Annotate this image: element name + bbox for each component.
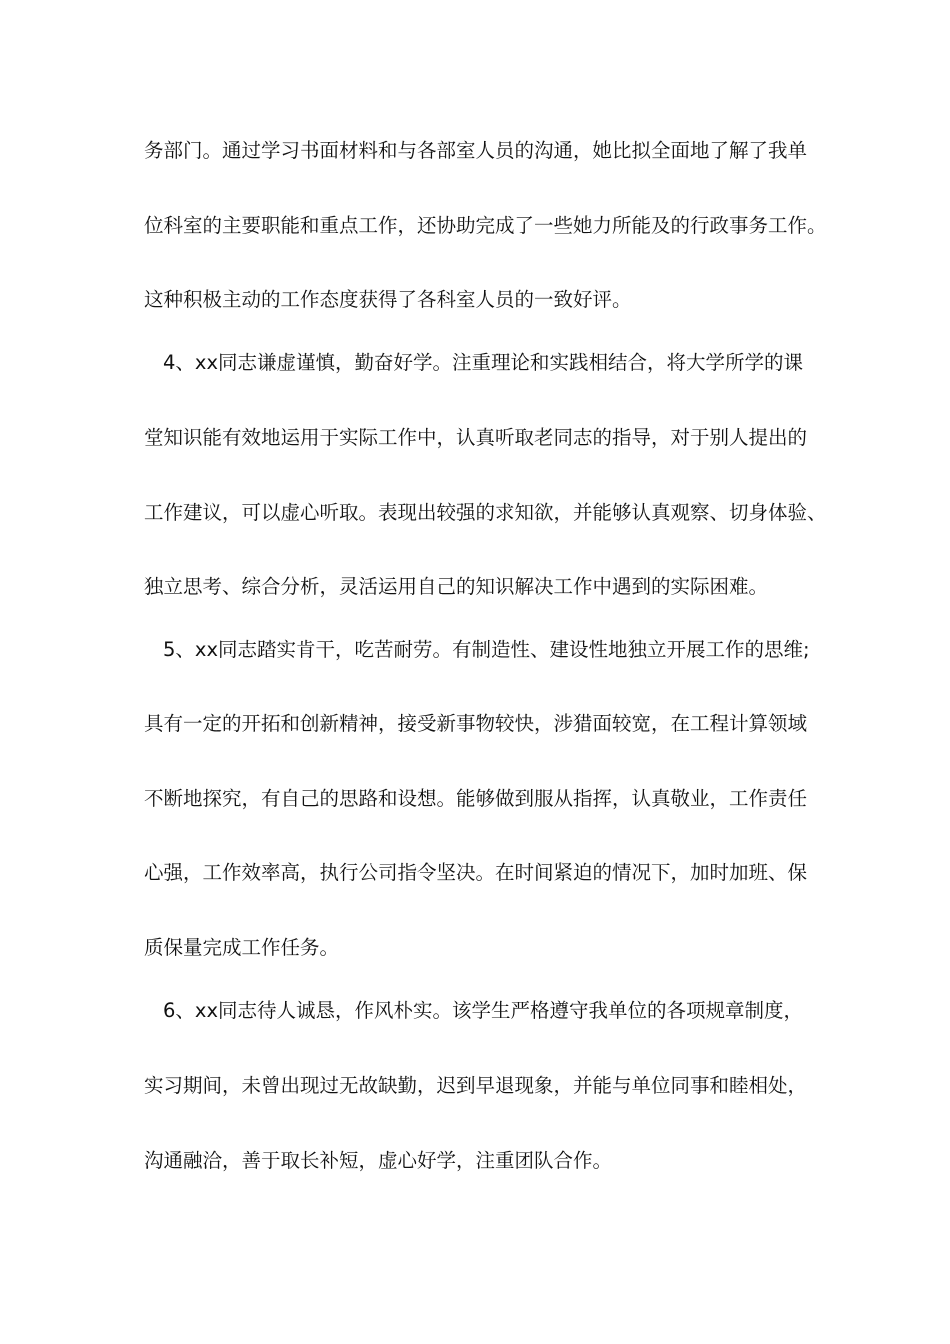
text-line: 位科室的主要职能和重点工作，还协助完成了一些她力所能及的行政事务工作。 xyxy=(144,214,827,237)
paragraph-5-start: 5、xx同志踏实肯干，吃苦耐劳。有制造性、建设性地独立开展工作的思维; xyxy=(163,638,810,661)
text-line: 质保量完成工作任务。 xyxy=(144,936,340,959)
text-line: 务部门。通过学习书面材料和与各部室人员的沟通，她比拟全面地了解了我单 xyxy=(144,139,808,162)
text-line: 不断地探究，有自己的思路和设想。能够做到服从指挥，认真敬业，工作责任 xyxy=(144,787,808,810)
text-line: 沟通融洽，善于取长补短，虚心好学，注重团队合作。 xyxy=(144,1149,613,1172)
text-line: 心强，工作效率高，执行公司指令坚决。在时间紧迫的情况下，加时加班、保 xyxy=(144,861,808,884)
paragraph-6-start: 6、xx同志待人诚恳，作风朴实。该学生严格遵守我单位的各项规章制度， xyxy=(163,999,803,1022)
text-line: 这种积极主动的工作态度获得了各科室人员的一致好评。 xyxy=(144,288,632,311)
text-line: 具有一定的开拓和创新精神，接受新事物较快，涉猎面较宽，在工程计算领域 xyxy=(144,712,808,735)
text-line: 堂知识能有效地运用于实际工作中，认真听取老同志的指导，对于别人提出的 xyxy=(144,426,808,449)
text-line: 实习期间，未曾出现过无故缺勤，迟到早退现象，并能与单位同事和睦相处， xyxy=(144,1074,808,1097)
text-line: 工作建议，可以虚心听取。表现出较强的求知欲，并能够认真观察、切身体验、 xyxy=(144,501,827,524)
paragraph-4-start: 4、xx同志谦虚谨慎，勤奋好学。注重理论和实践相结合，将大学所学的课 xyxy=(163,351,803,374)
text-line: 独立思考、综合分析，灵活运用自己的知识解决工作中遇到的实际困难。 xyxy=(144,575,769,598)
